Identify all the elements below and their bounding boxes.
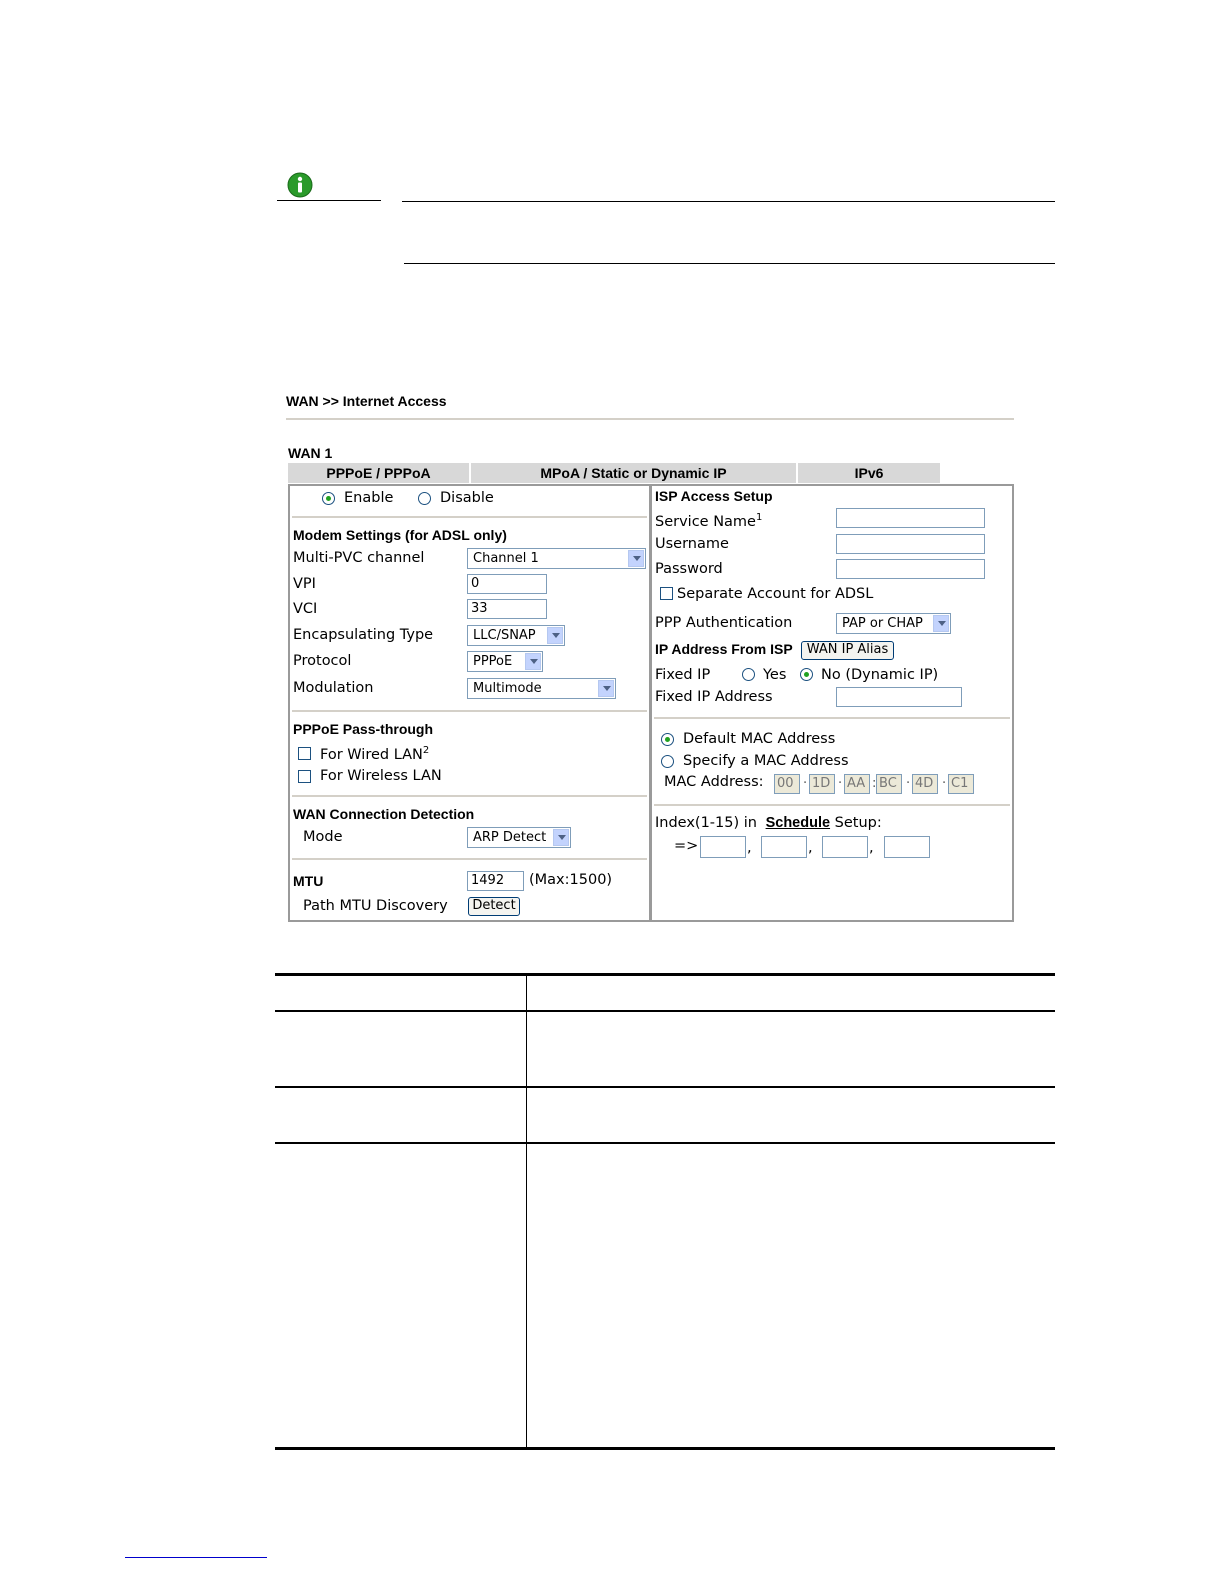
- mac-octet-4[interactable]: BC: [876, 774, 902, 794]
- default-mac-label: Default MAC Address: [683, 731, 836, 747]
- specify-mac-label: Specify a MAC Address: [683, 753, 849, 769]
- vpi-label: VPI: [293, 576, 316, 592]
- schedule-index-3[interactable]: [822, 836, 868, 858]
- wired-lan-label: [320, 745, 429, 763]
- wan-title: WAN 1: [288, 445, 333, 461]
- isp-section-title: ISP Access Setup: [655, 488, 773, 504]
- footer-rule: [125, 1557, 267, 1558]
- encap-select[interactable]: [467, 625, 565, 646]
- encap-value: LLC/SNAP: [473, 628, 536, 643]
- fixed-ip-address-input[interactable]: [836, 687, 962, 707]
- mac-separator: :: [872, 776, 877, 791]
- path-mtu-label: Path MTU Discovery: [303, 898, 448, 914]
- separate-account-label: Separate Account for ADSL: [677, 586, 874, 602]
- table-column-divider: [526, 975, 527, 1448]
- left-divider-1: [292, 516, 647, 518]
- service-name-label: [655, 512, 762, 530]
- note-rule-bottom: [404, 263, 1055, 264]
- protocol-value: PPPoE: [473, 654, 513, 669]
- mac-address-label: MAC Address:: [664, 774, 764, 790]
- specify-mac-radio[interactable]: [661, 755, 674, 768]
- table-top-rule: [275, 973, 1055, 976]
- mtu-label: MTU: [293, 873, 324, 889]
- table-bottom-rule: [275, 1447, 1055, 1450]
- ip-from-isp-section-title: IP Address From ISP: [655, 641, 793, 657]
- vci-input[interactable]: 33: [467, 599, 547, 619]
- wired-lan-footnote: 2: [422, 745, 430, 756]
- ppp-auth-label: PPP Authentication: [655, 615, 793, 631]
- schedule-arrow: =>: [674, 838, 699, 854]
- service-name-text: Service Name: [655, 513, 756, 530]
- modulation-label: Modulation: [293, 680, 374, 696]
- wireless-lan-label: For Wireless LAN: [320, 768, 442, 784]
- modulation-select[interactable]: [467, 678, 616, 699]
- ppp-auth-select[interactable]: [836, 613, 951, 634]
- fixed-ip-label: Fixed IP: [655, 667, 711, 683]
- encap-label: Encapsulating Type: [293, 627, 434, 643]
- schedule-index-1[interactable]: [700, 836, 746, 858]
- password-label: Password: [655, 561, 723, 577]
- mtu-max-note: (Max:1500): [529, 872, 613, 888]
- mac-octet-3[interactable]: AA: [844, 774, 870, 794]
- fixed-ip-yes-label: Yes: [763, 667, 787, 683]
- mac-octet-2[interactable]: 1D: [809, 774, 835, 794]
- tab-ipv6[interactable]: IPv6: [798, 463, 940, 483]
- enable-label: Enable: [344, 490, 394, 506]
- service-name-input[interactable]: [836, 508, 985, 528]
- vpi-input[interactable]: 0: [467, 574, 547, 594]
- wired-lan-text: For Wired LAN: [320, 746, 423, 763]
- protocol-label: Protocol: [293, 653, 352, 669]
- service-name-footnote: 1: [755, 512, 763, 523]
- username-label: Username: [655, 536, 729, 552]
- schedule-index-2[interactable]: [761, 836, 807, 858]
- multi-pvc-value: Channel 1: [473, 551, 539, 566]
- left-divider-3: [292, 795, 647, 797]
- info-icon: [287, 172, 313, 198]
- chevron-down-icon: [628, 550, 644, 567]
- mac-separator: ·: [838, 776, 843, 791]
- mtu-input[interactable]: 1492: [467, 871, 524, 891]
- detect-button[interactable]: Detect: [468, 897, 520, 916]
- chevron-down-icon: [553, 829, 569, 846]
- left-divider-4: [292, 858, 647, 860]
- chevron-down-icon: [525, 653, 541, 670]
- breadcrumb: WAN >> Internet Access: [286, 393, 447, 409]
- schedule-comma: ,: [808, 840, 813, 856]
- schedule-comma: ,: [869, 840, 874, 856]
- chevron-down-icon: [598, 680, 614, 697]
- modulation-value: Multimode: [473, 681, 542, 696]
- wired-lan-checkbox[interactable]: [298, 747, 311, 760]
- table-row-rule: [275, 1010, 1055, 1012]
- enable-radio[interactable]: [322, 492, 335, 505]
- table-row-rule: [275, 1086, 1055, 1088]
- schedule-comma: ,: [747, 840, 752, 856]
- username-input[interactable]: [836, 534, 985, 554]
- mac-octet-1[interactable]: 00: [774, 774, 800, 794]
- right-divider-2: [654, 804, 1010, 806]
- disable-radio[interactable]: [418, 492, 431, 505]
- mac-separator: ·: [803, 776, 808, 791]
- note-rule-top: [402, 201, 1055, 202]
- mac-octet-6[interactable]: C1: [948, 774, 974, 794]
- wan-ip-alias-button[interactable]: WAN IP Alias: [801, 641, 894, 660]
- schedule-index-4[interactable]: [884, 836, 930, 858]
- fixed-ip-no-radio[interactable]: [800, 668, 813, 681]
- modem-section-title: Modem Settings (for ADSL only): [293, 527, 507, 543]
- detection-section-title: WAN Connection Detection: [293, 806, 475, 822]
- separate-account-checkbox[interactable]: [660, 587, 673, 600]
- right-divider-1: [654, 717, 1010, 719]
- multi-pvc-select[interactable]: [467, 548, 646, 569]
- fixed-ip-no-label: No (Dynamic IP): [821, 667, 939, 683]
- ppp-auth-value: PAP or CHAP: [842, 616, 923, 631]
- mode-select[interactable]: [467, 827, 571, 848]
- note-rule-short: [277, 200, 381, 201]
- schedule-index-suffix: Setup:: [834, 815, 882, 831]
- schedule-index-label: [655, 815, 882, 831]
- default-mac-radio[interactable]: [661, 733, 674, 746]
- chevron-down-icon: [933, 615, 949, 632]
- mac-separator: ·: [906, 776, 911, 791]
- schedule-link[interactable]: Schedule: [765, 815, 831, 831]
- mac-separator: ·: [942, 776, 947, 791]
- mode-value: ARP Detect: [473, 830, 547, 845]
- left-divider-2: [292, 710, 647, 712]
- table-row-rule: [275, 1142, 1055, 1144]
- tab-mpoa[interactable]: MPoA / Static or Dynamic IP: [471, 463, 796, 483]
- breadcrumb-rule: [286, 418, 1014, 420]
- mode-label: Mode: [303, 829, 343, 845]
- protocol-select[interactable]: [467, 651, 543, 672]
- chevron-down-icon: [547, 627, 563, 644]
- fixed-ip-address-label: Fixed IP Address: [655, 689, 773, 705]
- wireless-lan-checkbox[interactable]: [298, 770, 311, 783]
- multi-pvc-label: Multi-PVC channel: [293, 550, 425, 566]
- schedule-index-prefix: Index(1-15) in: [655, 815, 757, 831]
- vci-label: VCI: [293, 601, 318, 617]
- disable-label: Disable: [440, 490, 494, 506]
- password-input[interactable]: [836, 559, 985, 579]
- fixed-ip-yes-radio[interactable]: [742, 668, 755, 681]
- passthrough-section-title: PPPoE Pass-through: [293, 721, 434, 737]
- tab-pppoe[interactable]: PPPoE / PPPoA: [288, 463, 469, 483]
- mac-octet-5[interactable]: 4D: [912, 774, 938, 794]
